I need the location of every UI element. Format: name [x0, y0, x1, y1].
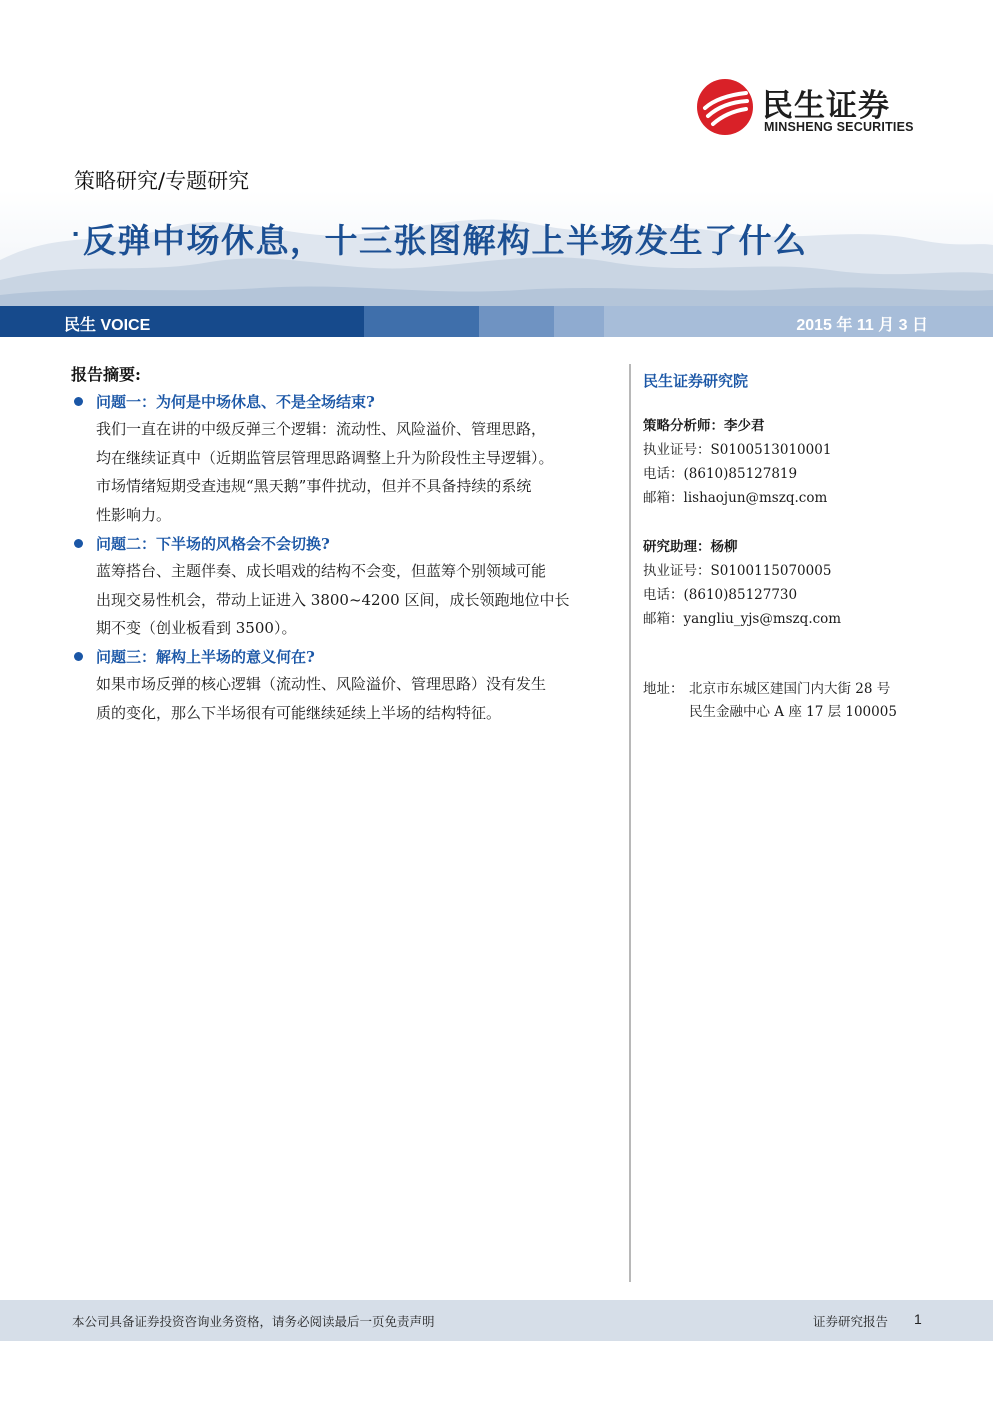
answer-2 [96, 557, 628, 643]
assistant-phone: 电话：(8610)85127730 [643, 587, 798, 603]
answer-1-line: 市场情绪短期受查违规“黑天鹅”事件扰动，但并不具备持续的系统 [96, 477, 532, 495]
answer-1-line: 性影响力。 [96, 505, 172, 524]
answer-3-line: 质的变化，那么下半场很有可能继续延续上半场的结构特征。 [96, 703, 502, 722]
summary-heading: 报告摘要: [71, 365, 141, 384]
address-label: 地址： [643, 681, 684, 697]
assistant-role: 研究助理：杨柳 [643, 539, 738, 555]
band-label: 民生 VOICE [64, 317, 151, 334]
footer-report-type: 证券研究报告 [813, 1314, 889, 1329]
analyst-email: 邮箱：lishaojun@mszq.com [643, 490, 828, 506]
analyst-phone: 电话：(8610)85127819 [643, 466, 798, 482]
answer-3 [96, 670, 628, 727]
minsheng-logo-icon [696, 78, 754, 136]
answer-1 [96, 415, 628, 529]
company-logo [696, 78, 926, 138]
answer-2-line: 出现交易性机会，带动上证进入 3800~4200 区间，成长领跑地位中长 [96, 590, 570, 609]
question-2-text: 问题二：下半场的风格会不会切换? [96, 535, 330, 553]
footer-disclaimer: 本公司具备证券投资咨询业务资格，请务必阅读最后一页免责声明 [72, 1314, 435, 1329]
address-line-1: 北京市东城区建国门内大街 28 号 [689, 681, 891, 697]
answer-2-line: 期不变（创业板看到 3500）。 [96, 619, 297, 637]
bullet-dot-icon [74, 652, 83, 661]
answer-3-line: 如果市场反弹的核心逻辑（流动性、风险溢价、管理思路）没有发生 [96, 675, 547, 693]
report-date: 2015 年 11 月 3 日 [796, 317, 928, 334]
assistant-license: 执业证号：S0100115070005 [643, 563, 832, 579]
analyst-license: 执业证号：S0100513010001 [643, 442, 832, 458]
page-number: 1 [914, 1311, 922, 1327]
analyst-contact [643, 414, 943, 510]
report-category: 策略研究/专题研究 [74, 169, 250, 193]
assistant-email: 邮箱：yangliu_yjs@mszq.com [643, 611, 842, 627]
institute-name: 民生证券研究院 [643, 372, 749, 390]
answer-2-line: 蓝筹搭台、主题伴奏、成长唱戏的结构不会变，但蓝筹个别领域可能 [96, 562, 547, 580]
logo-name-cn: 民生证券 [762, 88, 890, 124]
column-divider [629, 364, 631, 1282]
logo-name-en: MINSHENG SECURITIES [764, 120, 914, 134]
bullet-dot-icon [74, 397, 83, 406]
bullet-dot-icon [74, 539, 83, 548]
question-3-text: 问题三：解构上半场的意义何在? [96, 648, 315, 666]
answer-1-line: 均在继续证真中（近期监管层管理思路调整上升为阶段性主导逻辑）。 [96, 448, 554, 467]
assistant-contact [643, 535, 943, 631]
question-1-text: 问题一：为何是中场休息、不是全场结束? [96, 393, 375, 411]
report-title: 反弹中场休息，十三张图解构上半场发生了什么 [83, 221, 808, 260]
address-line-2: 民生金融中心 A 座 17 层 100005 [689, 704, 897, 720]
title-marker-icon: ▪ [73, 229, 79, 238]
answer-1-line: 我们一直在讲的中级反弹三个逻辑：流动性、风险溢价、管理思路， [96, 420, 547, 438]
analyst-role: 策略分析师：李少君 [643, 418, 765, 434]
